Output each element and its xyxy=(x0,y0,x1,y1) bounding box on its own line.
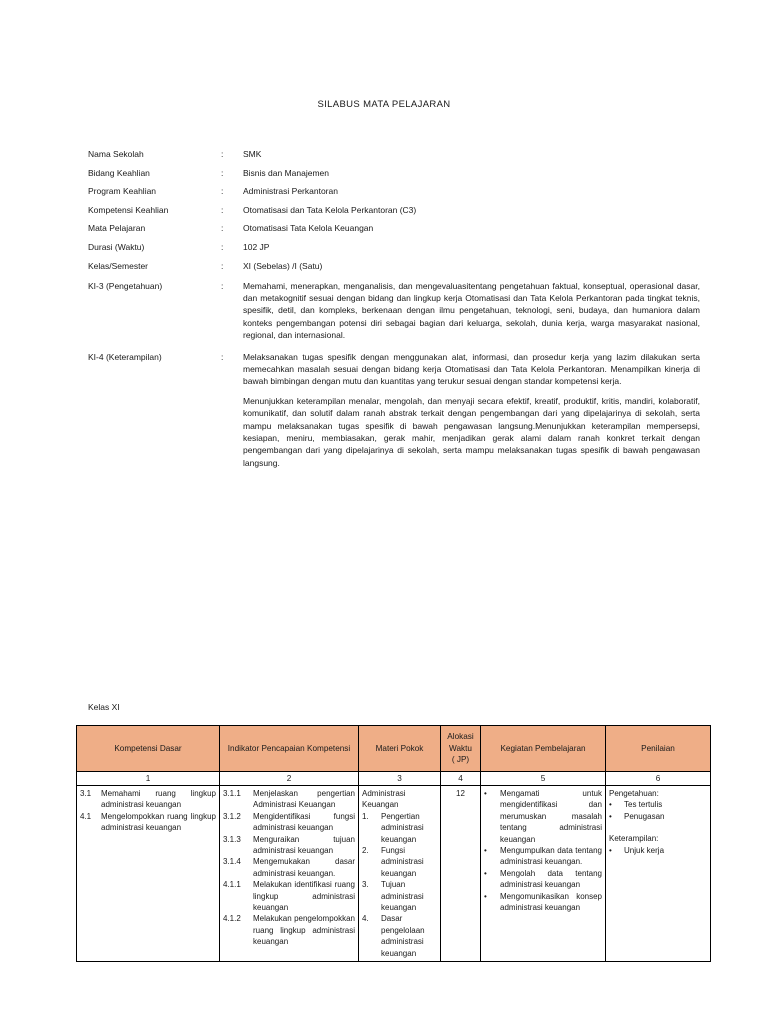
identity-value-ki3 xyxy=(243,280,700,342)
materi-pokok-entry xyxy=(362,845,437,879)
kd-entry xyxy=(80,811,216,834)
kegiatan-entry xyxy=(484,891,602,914)
ipk-number: 4.1.1 xyxy=(223,880,241,890)
bullet-icon: • xyxy=(609,800,612,810)
identity-colon: : xyxy=(221,260,224,271)
ipk-entry xyxy=(223,788,355,811)
kd-text: Mengelompokkan ruang lingkup administrasi keuangan xyxy=(101,811,216,833)
alokasi-line-1: Alokasi xyxy=(447,732,474,741)
kegiatan-text: Mengomunikasikan konsep administrasi keuangan xyxy=(500,891,602,912)
column-header-penilaian: Penilaian xyxy=(606,726,711,772)
penilaian-text: Tes tertulis xyxy=(624,800,663,810)
identity-colon: : xyxy=(221,351,224,362)
kegiatan-text: Mengolah data tentang administrasi keuangan xyxy=(500,868,602,890)
identity-row-nama-sekolah xyxy=(88,148,700,160)
kd-entry xyxy=(80,788,216,811)
ipk-number: 4.1.2 xyxy=(223,914,241,924)
identity-value: Administrasi Perkantoran xyxy=(243,186,338,197)
identity-row-ki4 xyxy=(88,351,700,470)
identity-colon: : xyxy=(221,280,224,291)
identity-colon: : xyxy=(221,241,224,252)
cell-penilaian xyxy=(606,785,711,961)
materi-pokok-text: Dasar pengelolaan administrasi keuangan xyxy=(381,914,425,958)
materi-pokok-number: 2. xyxy=(362,845,369,855)
penilaian-entry xyxy=(609,845,707,856)
identity-value: 102 JP xyxy=(243,241,270,252)
cell-indikator xyxy=(220,785,359,961)
identity-value: SMK xyxy=(243,149,262,159)
ipk-text: Melakukan identifikasi ruang lingkup administrasi keuangan xyxy=(253,880,355,912)
penilaian-text: Unjuk kerja xyxy=(624,845,665,855)
identity-label: Durasi (Waktu) xyxy=(88,241,145,252)
table-row xyxy=(77,785,711,961)
kegiatan-entry xyxy=(484,845,602,868)
identity-label: Mata Pelajaran xyxy=(88,223,146,234)
column-number-6: 6 xyxy=(606,771,711,785)
identity-label: Program Keahlian xyxy=(88,186,157,197)
identity-colon: : xyxy=(221,186,224,197)
identity-row-program-keahlian xyxy=(88,185,700,197)
identity-label: Kompetensi Keahlian xyxy=(88,204,169,215)
identity-value: Otomatisasi Tata Kelola Keuangan xyxy=(243,223,374,234)
materi-pokok-text: Pengertian administrasi keuangan xyxy=(381,811,424,844)
penilaian-keterampilan-label: Keterampilan: xyxy=(609,834,659,844)
column-header-materi-pokok: Materi Pokok xyxy=(359,726,441,772)
ipk-entry xyxy=(223,913,355,947)
column-header-kompetensi-dasar: Kompetensi Dasar xyxy=(77,726,220,772)
penilaian-text: Penugasan xyxy=(624,811,665,821)
materi-pokok-number: 3. xyxy=(362,880,369,890)
kd-number: 3.1 xyxy=(80,788,92,798)
penilaian-pengetahuan-label: Pengetahuan: xyxy=(609,788,659,798)
ipk-text: Menguraikan tujuan administrasi keuangan xyxy=(253,834,355,855)
ipk-number: 3.1.4 xyxy=(223,857,241,867)
ipk-text: Mengemukakan dasar administrasi keuangan. xyxy=(253,857,355,878)
materi-pokok-number: 4. xyxy=(362,914,369,924)
ipk-text: Melakukan pengelompokkan ruang lingkup administrasi keuangan xyxy=(253,914,355,947)
spacer xyxy=(609,822,707,833)
materi-pokok-number: 1. xyxy=(362,811,369,821)
materi-pokok-heading: Administrasi Keuangan xyxy=(362,788,406,810)
identity-label: Nama Sekolah xyxy=(88,149,144,159)
column-header-kegiatan-pembelajaran: Kegiatan Pembelajaran xyxy=(481,726,606,772)
penilaian-entry xyxy=(609,799,707,810)
identity-row-kelas-semester xyxy=(88,260,700,272)
ipk-number: 3.1.1 xyxy=(223,788,241,798)
cell-materi-pokok xyxy=(359,785,441,961)
bullet-icon: • xyxy=(484,868,487,878)
identity-value-ki4 xyxy=(243,351,700,470)
bullet-icon: • xyxy=(484,845,487,855)
kd-number: 4.1 xyxy=(80,811,92,821)
identity-row-durasi xyxy=(88,241,700,253)
bullet-icon: • xyxy=(484,891,487,901)
page-title: SILABUS MATA PELAJARAN xyxy=(317,99,451,110)
column-number-3: 3 xyxy=(359,771,441,785)
identity-value: Otomatisasi dan Tata Kelola Perkantoran (C3) xyxy=(243,204,417,215)
kegiatan-entry xyxy=(484,868,602,891)
kegiatan-text: Mengumpulkan data tentang administrasi keuangan. xyxy=(500,845,602,867)
materi-pokok-entry xyxy=(362,879,437,913)
ipk-number: 3.1.2 xyxy=(223,811,241,821)
ipk-entry xyxy=(223,811,355,834)
identity-label: Kelas/Semester xyxy=(88,260,148,271)
identity-value: XI (Sebelas) /I (Satu) xyxy=(243,260,323,271)
bullet-icon: • xyxy=(609,845,612,855)
materi-pokok-text: Tujuan administrasi keuangan xyxy=(381,880,424,912)
kegiatan-text: Mengamati untuk mengidentifikasi dan merumuskan masalah tentang administrasi keuangan xyxy=(500,788,602,844)
column-number-2: 2 xyxy=(220,771,359,785)
ki4-paragraph-2: Menunjukkan keterampilan menalar, mengolah, dan menyaji secara efektif, kreatif, produktif, kritis, mandiri, kolaboratif, komunikatif, dan solutif dalam ranah abstrak terkait dengan pengembangan dari yang dipelajarinya di sekolah, serta mampu melaksanakan tugas spesifik di bawah pengawasan langsung.Menunjukkan keterampilan mempersepsi, kesiapan, meniru, membiasakan, gerak mahir, menjadikan gerak alami dalam ranah konkret terkait dengan pengembangan dari yang dipelajarinya di sekolah, serta mampu melaksanakan tugas spesifik di bawah pengawasan langsung. xyxy=(243,395,700,468)
alokasi-line-3: ( JP) xyxy=(451,755,470,764)
materi-pokok-entry xyxy=(362,811,437,845)
column-header-indikator: Indikator Pencapaian Kompetensi xyxy=(220,726,359,772)
identity-label: Bidang Keahlian xyxy=(88,167,150,178)
ipk-entry xyxy=(223,834,355,857)
column-header-alokasi-waktu xyxy=(441,726,481,772)
bullet-icon: • xyxy=(609,811,612,821)
alokasi-line-2: Waktu xyxy=(449,743,472,753)
silabus-table xyxy=(76,725,711,962)
identity-colon: : xyxy=(221,149,224,159)
cell-kegiatan-pembelajaran xyxy=(481,785,606,961)
identity-colon: : xyxy=(221,204,224,215)
materi-pokok-entry xyxy=(362,913,437,959)
ki3-paragraph: Memahami, menerapkan, menganalisis, dan mengevaluasitentang pengetahuan faktual, konseptual, operasional dasar, dan metakognitif sesuai dengan bidang dan lingkup kerja Otomatisasi dan Tata Kelola Perkantoran pada tingkat teknis, spesifik, detil, dan kompleks, berkenaan dengan ilmu pengetahuan, teknologi, seni, budaya, dan humaniora dalam konteks pengembangan potensi diri sebagai bagian dari keluarga, sekolah, dunia kerja, warga masyarakat nasional, regional, dan internasional. xyxy=(243,280,700,341)
identity-label-ki4: KI-4 (Keterampilan) xyxy=(88,351,162,362)
column-number-5: 5 xyxy=(481,771,606,785)
silabus-table-wrapper xyxy=(76,725,710,962)
materi-pokok-text: Fungsi administrasi keuangan xyxy=(381,845,424,878)
penilaian-entry xyxy=(609,811,707,822)
identity-row-kompetensi-keahlian xyxy=(88,204,700,216)
ipk-text: Menjelaskan pengertian Administrasi Keuangan xyxy=(253,788,355,810)
identity-colon: : xyxy=(221,223,224,234)
kegiatan-entry xyxy=(484,788,602,845)
kelas-caption: Kelas XI xyxy=(88,702,120,712)
identity-block xyxy=(88,148,700,478)
ipk-text: Mengidentifikasi fungsi administrasi keuangan xyxy=(253,811,355,833)
identity-value: Bisnis dan Manajemen xyxy=(243,167,329,178)
identity-row-bidang-keahlian xyxy=(88,167,700,179)
bullet-icon: • xyxy=(484,788,487,798)
kd-text: Memahami ruang lingkup administrasi keuangan xyxy=(101,788,216,810)
ki4-paragraph-1: Melaksanakan tugas spesifik dengan menggunakan alat, informasi, dan prosedur kerja yang lazim dilakukan serta memecahkan masalah sesuai dengan bidang kerja Otomatisasi dan Tata Kelola Perkantoran. Menampilkan kinerja di bawah bimbingan dengan mutu dan kuantitas yang terukur sesuai dengan standar kompetensi kerja. xyxy=(243,351,700,387)
identity-row-ki3 xyxy=(88,280,700,342)
identity-label-ki3: KI-3 (Pengetahuan) xyxy=(88,280,163,291)
column-number-4: 4 xyxy=(441,771,481,785)
table-number-row xyxy=(77,771,711,785)
ipk-number: 3.1.3 xyxy=(223,834,241,844)
column-number-1: 1 xyxy=(77,771,220,785)
ipk-entry xyxy=(223,879,355,913)
identity-row-mata-pelajaran xyxy=(88,222,700,234)
cell-alokasi-waktu: 12 xyxy=(441,785,481,961)
identity-colon: : xyxy=(221,167,224,178)
table-header-row xyxy=(77,726,711,772)
cell-kompetensi-dasar xyxy=(77,785,220,961)
ipk-entry xyxy=(223,856,355,879)
